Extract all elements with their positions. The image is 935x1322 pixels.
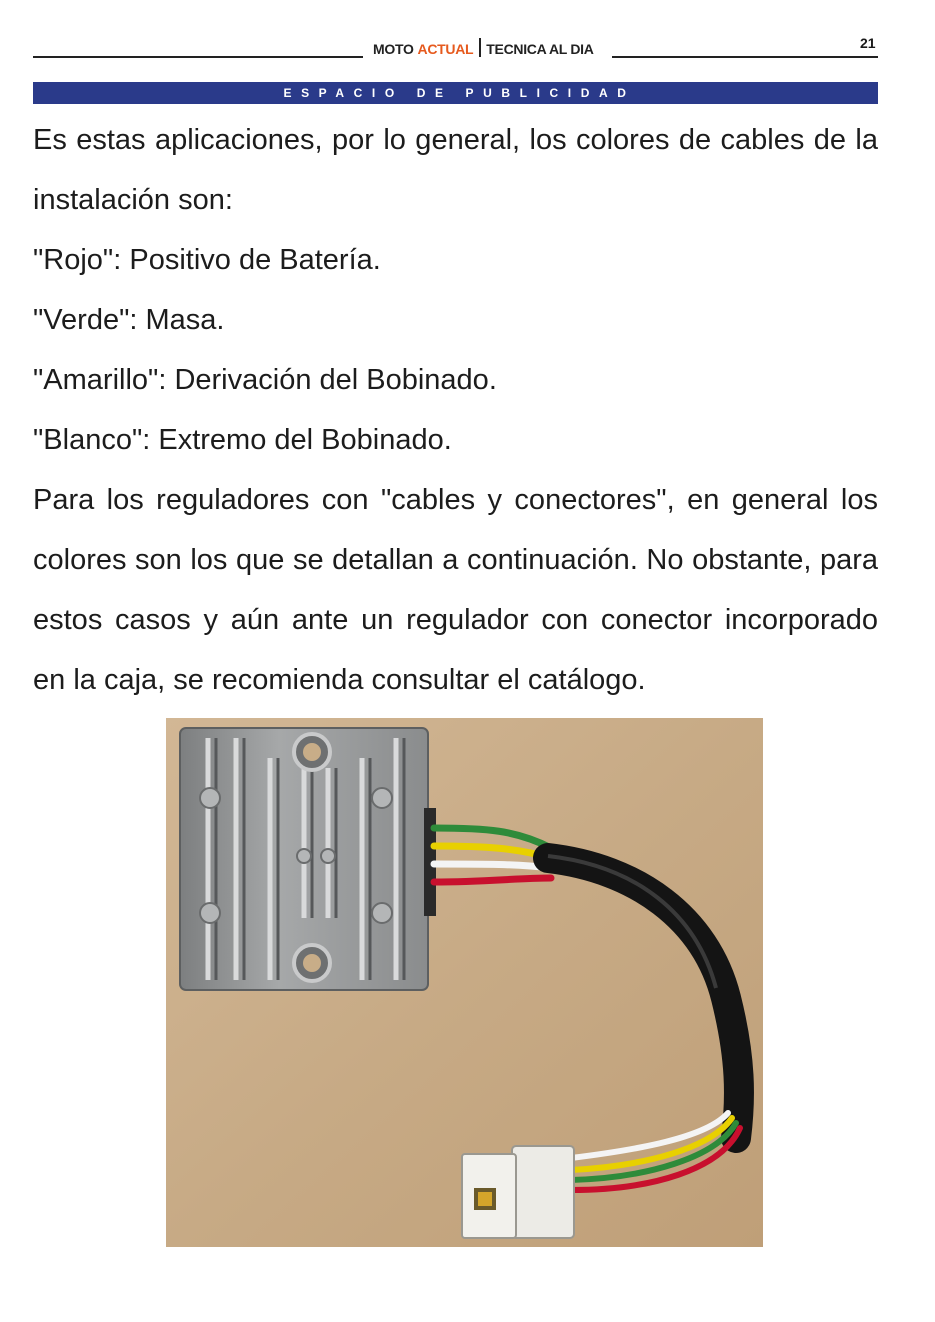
- brand-actual: ACTUAL: [417, 41, 474, 57]
- running-header: [373, 38, 594, 57]
- body-line: "Amarillo": Derivación del Bobinado.: [33, 364, 497, 396]
- white-connector: [462, 1146, 574, 1238]
- body-line: estos casos y aún ante un regulador con conector incorporado: [33, 604, 878, 636]
- body-line: Es estas aplicaciones, por lo general, los colores de cables de la: [33, 124, 878, 156]
- page-number: 21: [860, 35, 876, 51]
- body-line: colores son los que se detallan a continuación. No obstante, para: [33, 544, 878, 576]
- body-line: Para los reguladores con "cables y conectores", en general los: [33, 484, 878, 516]
- body-line: "Blanco": Extremo del Bobinado.: [33, 424, 452, 456]
- ad-banner: ESPACIO DE PUBLICIDAD: [33, 82, 878, 104]
- header-rule-left: [33, 56, 363, 58]
- header-separator: [479, 38, 481, 57]
- regulator-photo: [166, 718, 763, 1247]
- body-line: instalación son:: [33, 184, 233, 216]
- regulator-body: [180, 728, 428, 990]
- body-text: [33, 110, 878, 710]
- body-line: en la caja, se recomienda consultar el catálogo.: [33, 664, 646, 696]
- brand-moto: MOTO: [373, 41, 414, 57]
- body-line: "Verde": Masa.: [33, 304, 225, 336]
- header-rule-right: [612, 56, 878, 58]
- body-line: "Rojo": Positivo de Batería.: [33, 244, 381, 276]
- section-title: TECNICA AL DIA: [486, 41, 594, 57]
